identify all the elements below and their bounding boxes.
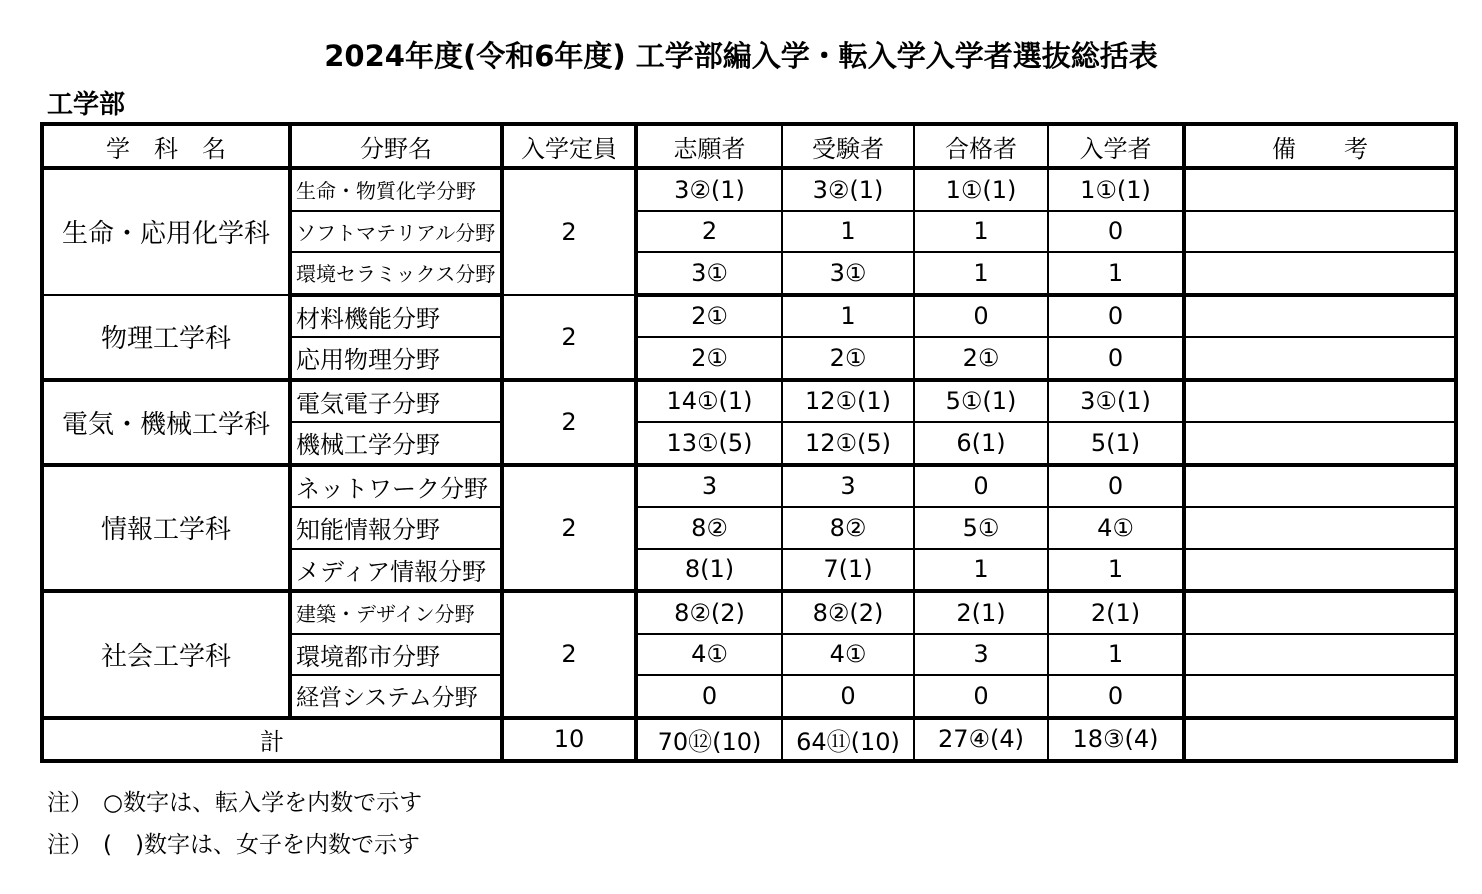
capacity-cell: 2 — [502, 168, 636, 295]
applicants-cell: 8(1) — [636, 549, 782, 592]
header-examinees: 受験者 — [782, 124, 914, 168]
enrolled-cell: 0 — [1048, 675, 1184, 718]
enrolled-cell: 0 — [1048, 465, 1184, 508]
enrolled-cell: 2(1) — [1048, 591, 1184, 634]
header-row — [42, 124, 1456, 168]
dept-name: 電気・機械工学科 — [42, 380, 290, 465]
remarks-cell — [1184, 465, 1456, 508]
applicants-cell: 2① — [636, 337, 782, 380]
applicants-cell: 8②(2) — [636, 591, 782, 634]
applicants-cell: 0 — [636, 675, 782, 718]
examinees-cell: 8② — [782, 507, 914, 549]
examinees-cell: 3②(1) — [782, 168, 914, 211]
note-parenthesized-numbers — [47, 826, 420, 859]
dept-name: 情報工学科 — [42, 465, 290, 592]
total-label: 計 — [42, 718, 502, 762]
examinees-cell: 8②(2) — [782, 591, 914, 634]
table-row — [42, 380, 1456, 423]
passed-cell: 0 — [914, 295, 1048, 338]
applicants-cell: 3②(1) — [636, 168, 782, 211]
total-enrolled: 18③(4) — [1048, 718, 1184, 762]
enrolled-cell: 4① — [1048, 507, 1184, 549]
enrolled-cell: 1 — [1048, 549, 1184, 592]
passed-cell: 2① — [914, 337, 1048, 380]
passed-cell: 1 — [914, 549, 1048, 592]
header-dept: 学 科 名 — [42, 124, 290, 168]
header-applicants: 志願者 — [636, 124, 782, 168]
note-text: ( )数字は、女子を内数で示す — [103, 832, 420, 858]
remarks-cell — [1184, 168, 1456, 211]
dept-name: 物理工学科 — [42, 295, 290, 380]
enrolled-cell: 1①(1) — [1048, 168, 1184, 211]
remarks-cell — [1184, 634, 1456, 676]
remarks-cell — [1184, 422, 1456, 465]
table-row — [42, 295, 1456, 338]
page-title: 2024年度(令和6年度) 工学部編入学・転入学入学者選抜総括表 — [324, 39, 1158, 73]
remarks-cell — [1184, 380, 1456, 423]
remarks-cell — [1184, 549, 1456, 592]
passed-cell: 3 — [914, 634, 1048, 676]
examinees-cell: 3 — [782, 465, 914, 508]
field-name: 環境都市分野 — [290, 634, 502, 676]
examinees-cell: 3① — [782, 252, 914, 295]
enrolled-cell: 0 — [1048, 211, 1184, 253]
table-row — [42, 465, 1456, 508]
applicants-cell: 8② — [636, 507, 782, 549]
capacity-cell: 2 — [502, 465, 636, 592]
passed-cell: 1 — [914, 252, 1048, 295]
note-label: 注） — [47, 790, 93, 816]
examinees-cell: 2① — [782, 337, 914, 380]
field-name: ソフトマテリアル分野 — [290, 211, 502, 253]
field-name: 応用物理分野 — [290, 337, 502, 380]
applicants-cell: 2 — [636, 211, 782, 253]
applicants-cell: 2① — [636, 295, 782, 338]
applicants-cell: 4① — [636, 634, 782, 676]
section-heading: 工学部 — [47, 90, 126, 120]
field-name: 機械工学分野 — [290, 422, 502, 465]
total-row — [42, 718, 1456, 762]
passed-cell: 0 — [914, 675, 1048, 718]
field-name: 環境セラミックス分野 — [290, 252, 502, 295]
field-name: 知能情報分野 — [290, 507, 502, 549]
examinees-cell: 1 — [782, 211, 914, 253]
applicants-cell: 14①(1) — [636, 380, 782, 423]
examinees-cell: 7(1) — [782, 549, 914, 592]
enrolled-cell: 0 — [1048, 295, 1184, 338]
capacity-cell: 2 — [502, 295, 636, 380]
passed-cell: 1①(1) — [914, 168, 1048, 211]
total-examinees: 64⑪(10) — [782, 718, 914, 762]
note-text: ○数字は、転入学を内数で示す — [103, 790, 423, 816]
total-applicants: 70⑫(10) — [636, 718, 782, 762]
remarks-cell — [1184, 295, 1456, 338]
enrolled-cell: 1 — [1048, 252, 1184, 295]
enrolled-cell: 1 — [1048, 634, 1184, 676]
note-circled-numbers — [47, 784, 422, 817]
field-name: 材料機能分野 — [290, 295, 502, 338]
examinees-cell: 12①(1) — [782, 380, 914, 423]
header-capacity: 入学定員 — [502, 124, 636, 168]
passed-cell: 6(1) — [914, 422, 1048, 465]
header-enrolled: 入学者 — [1048, 124, 1184, 168]
examinees-cell: 1 — [782, 295, 914, 338]
remarks-cell — [1184, 337, 1456, 380]
capacity-cell: 2 — [502, 380, 636, 465]
field-name: ネットワーク分野 — [290, 465, 502, 508]
total-capacity: 10 — [502, 718, 636, 762]
field-name: メディア情報分野 — [290, 549, 502, 592]
field-name: 生命・物質化学分野 — [290, 168, 502, 211]
applicants-cell: 13①(5) — [636, 422, 782, 465]
total-remarks — [1184, 718, 1456, 762]
passed-cell: 5① — [914, 507, 1048, 549]
remarks-cell — [1184, 507, 1456, 549]
passed-cell: 5①(1) — [914, 380, 1048, 423]
table-row — [42, 168, 1456, 211]
field-name: 電気電子分野 — [290, 380, 502, 423]
remarks-cell — [1184, 591, 1456, 634]
examinees-cell: 12①(5) — [782, 422, 914, 465]
passed-cell: 2(1) — [914, 591, 1048, 634]
applicants-cell: 3① — [636, 252, 782, 295]
header-remarks: 備 考 — [1184, 124, 1456, 168]
remarks-cell — [1184, 252, 1456, 295]
field-name: 建築・デザイン分野 — [290, 591, 502, 634]
examinees-cell: 0 — [782, 675, 914, 718]
enrolled-cell: 5(1) — [1048, 422, 1184, 465]
enrolled-cell: 3①(1) — [1048, 380, 1184, 423]
summary-table — [40, 122, 1458, 763]
dept-name: 生命・応用化学科 — [42, 168, 290, 295]
passed-cell: 0 — [914, 465, 1048, 508]
applicants-cell: 3 — [636, 465, 782, 508]
field-name: 経営システム分野 — [290, 675, 502, 718]
header-passed: 合格者 — [914, 124, 1048, 168]
header-field: 分野名 — [290, 124, 502, 168]
passed-cell: 1 — [914, 211, 1048, 253]
enrolled-cell: 0 — [1048, 337, 1184, 380]
examinees-cell: 4① — [782, 634, 914, 676]
table-row — [42, 591, 1456, 634]
remarks-cell — [1184, 211, 1456, 253]
total-passed: 27④(4) — [914, 718, 1048, 762]
remarks-cell — [1184, 675, 1456, 718]
capacity-cell: 2 — [502, 591, 636, 718]
note-label: 注） — [47, 832, 93, 858]
dept-name: 社会工学科 — [42, 591, 290, 718]
